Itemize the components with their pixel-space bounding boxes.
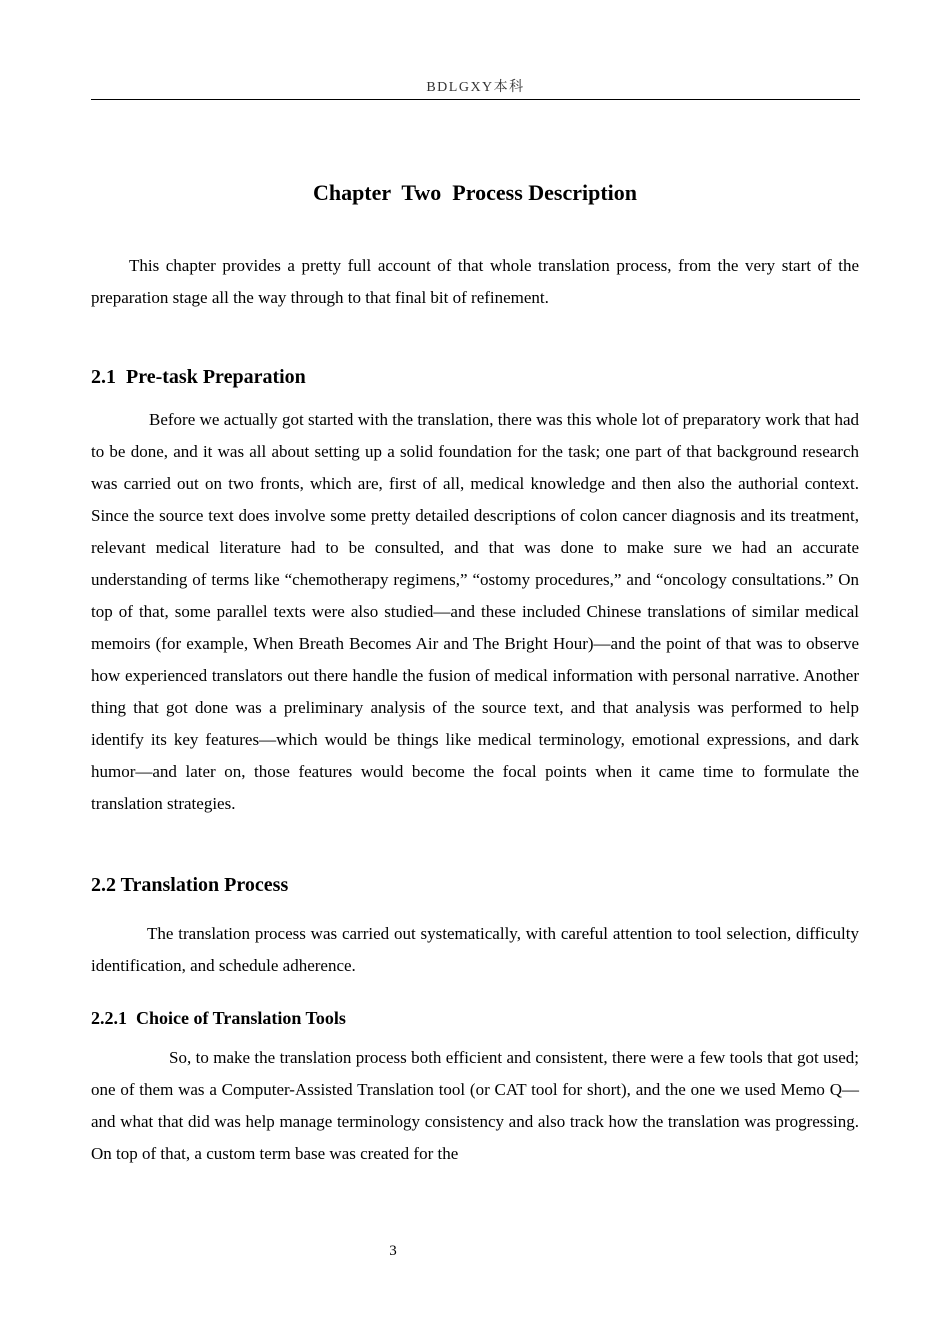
chapter-title: Chapter Two Process Description [312, 180, 638, 205]
page-content [91, 176, 859, 1170]
running-header: BDLGXY本科 [426, 80, 525, 95]
header-rule [91, 99, 860, 100]
subsection-paragraph-2-2-1: So, to make the translation process both efficient and consistent, there were a few tools that got used; one of them was a Computer-Assisted Translation tool (or CAT tool for short), and the one we used Memo Q—and what that did was help manage terminology consistency and also track how the translation was progressing. On top of that, a custom term base was created for the [91, 1048, 859, 1163]
section-heading-2-2: 2.2 Translation Process [91, 874, 289, 896]
chapter-intro-paragraph: This chapter provides a pretty full account of that whole translation process, from the very start of the preparation stage all the way through to that final bit of refinement. [91, 256, 859, 307]
section-heading-2-1: 2.1 Pre-task Preparation [91, 366, 306, 388]
section-paragraph-2-1: Before we actually got started with the translation, there was this whole lot of preparatory work that had to be done, and it was all about setting up a solid foundation for the task; one part of that background research was carried out on two fronts, which are, first of all, medical knowledge and then also the authorial context. Since the source text does involve some pretty detailed descriptions of colon cancer diagnosis and its treatment, relevant medical literature had to be consulted, and that was done to make sure we had an accurate understanding of terms like “chemotherapy regimens,” “ostomy procedures,” and “oncology consultations.” On top of that, some parallel texts were also studied—and these included Chinese translations of similar medical memoirs (for example, When Breath Becomes Air and The Bright Hour)—and the point of that was to observe how experienced translators out there handle the fusion of medical information with personal narrative. Another thing that got done was a preliminary analysis of the source text, and that analysis was performed to help identify its key features—which would be things like medical terminology, emotional expressions, and dark humor—and later on, those features would become the focal points when it came time to formulate the translation strategies. [91, 410, 859, 813]
section-paragraph-2-2: The translation process was carried out systematically, with careful attention to tool selection, difficulty identification, and schedule adherence. [91, 924, 859, 975]
page-number: 3 [389, 1243, 397, 1259]
subsection-heading-2-2-1: 2.2.1 Choice of Translation Tools [91, 1008, 346, 1028]
